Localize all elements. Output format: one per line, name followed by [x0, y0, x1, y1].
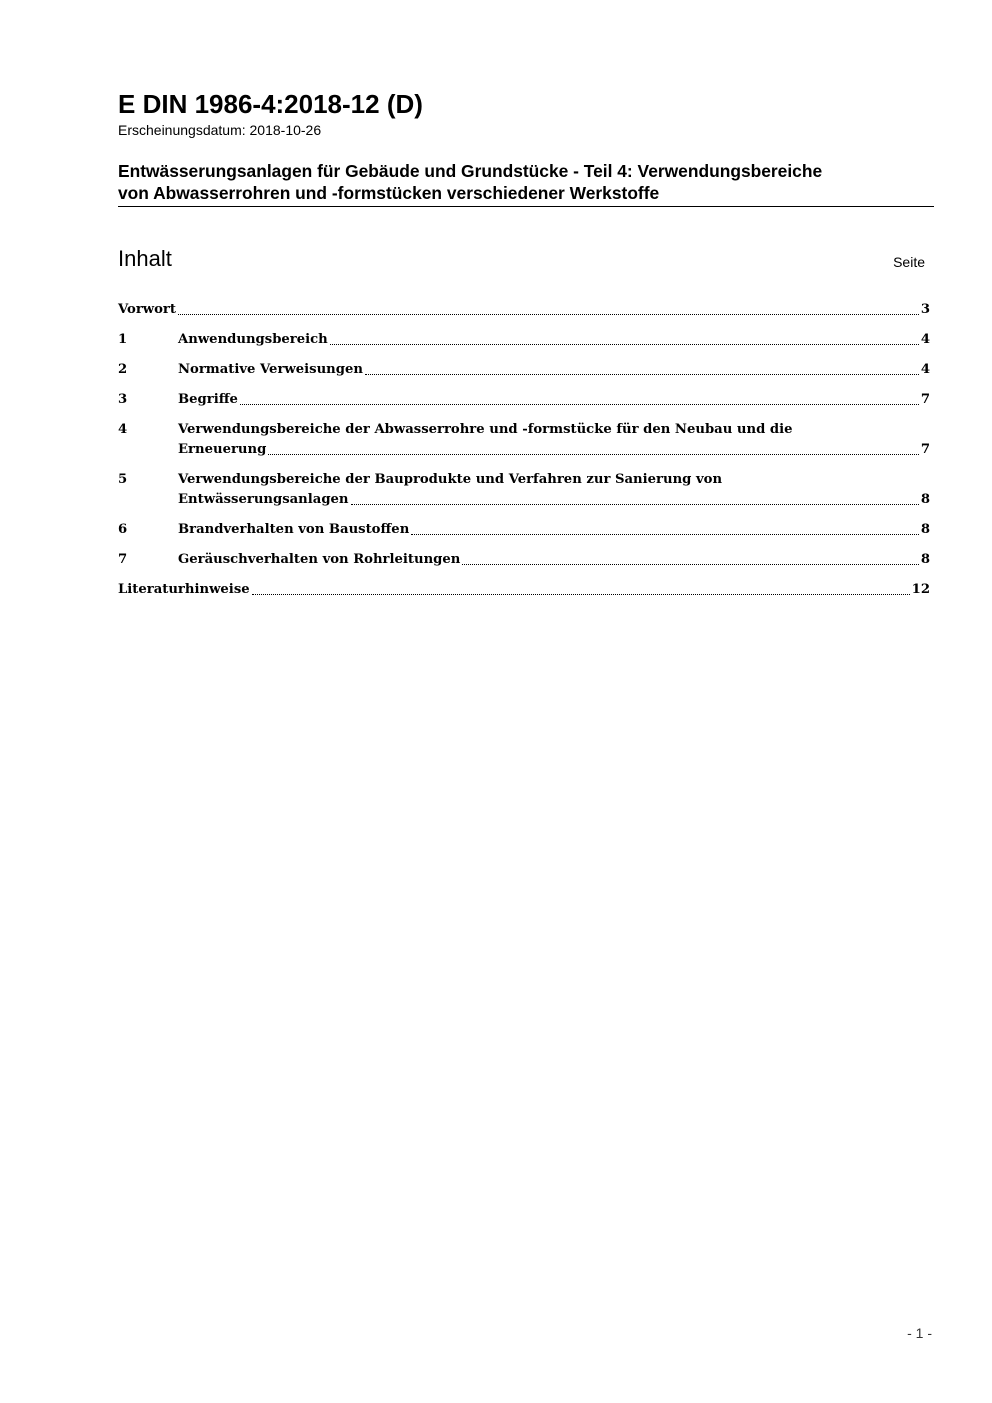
toc-entry-body	[178, 520, 930, 540]
toc-entry-text-line-2: Entwässerungsanlagen	[178, 492, 349, 507]
page-number: - 1 -	[907, 1325, 932, 1341]
toc-entry-literaturhinweise[interactable]	[118, 580, 930, 600]
toc-entry-page: 8	[920, 552, 930, 567]
toc-entry-number: 6	[118, 522, 128, 537]
toc-entry-5[interactable]	[118, 470, 930, 510]
publication-date: Erscheinungsdatum: 2018-10-26	[118, 122, 322, 138]
toc-dot-leader	[330, 344, 919, 345]
toc-entry-number: 2	[118, 362, 128, 377]
toc-dot-leader	[240, 404, 919, 405]
toc-dot-leader	[462, 564, 918, 565]
toc-dot-leader	[351, 504, 919, 505]
toc-dot-leader	[178, 314, 919, 315]
toc-entry-body	[178, 360, 930, 380]
toc-entry-line-2	[178, 440, 930, 460]
toc-entry-number: 3	[118, 392, 128, 407]
toc-heading: Inhalt	[118, 246, 172, 271]
toc-entry-page: 7	[920, 442, 930, 457]
toc-entry-text: Literaturhinweise	[118, 582, 250, 597]
toc-entry-page: 4	[920, 362, 930, 377]
toc-entry-text: Normative Verweisungen	[178, 362, 363, 377]
toc-entry-body	[178, 470, 930, 510]
toc-entry-text: Geräuschverhalten von Rohrleitungen	[178, 552, 461, 567]
document-title-line-2: von Abwasserrohren und -formstücken verschiedener Werkstoffe	[118, 183, 660, 203]
table-of-contents	[118, 300, 930, 610]
toc-dot-leader	[268, 454, 919, 455]
toc-entry-text-line-2: Erneuerung	[178, 442, 267, 457]
toc-entry-page: 7	[920, 392, 930, 407]
toc-entry-number: 1	[118, 332, 128, 347]
toc-entry-page: 8	[920, 492, 930, 507]
toc-entry-number: 4	[118, 422, 128, 437]
toc-dot-leader	[411, 534, 919, 535]
document-title	[118, 160, 938, 204]
toc-dot-leader	[252, 594, 910, 595]
toc-entry-6[interactable]	[118, 520, 930, 540]
toc-entry-page: 8	[920, 522, 930, 537]
toc-entry-body	[118, 580, 930, 600]
toc-entry-page: 4	[920, 332, 930, 347]
toc-entry-text-line-1: Verwendungsbereiche der Bauprodukte und Verfahren zur Sanierung von	[178, 472, 723, 487]
toc-entry-text: Brandverhalten von Baustoffen	[178, 522, 410, 537]
toc-entry-7[interactable]	[118, 550, 930, 570]
toc-page-column-label: Seite	[893, 254, 925, 270]
toc-entry-2[interactable]	[118, 360, 930, 380]
toc-entry-body	[118, 300, 930, 320]
toc-entry-3[interactable]	[118, 390, 930, 410]
toc-entry-text: Vorwort	[118, 302, 176, 317]
toc-entry-4[interactable]	[118, 420, 930, 460]
toc-entry-text-line-1: Verwendungsbereiche der Abwasserrohre und -formstücke für den Neubau und die	[178, 422, 793, 437]
toc-entry-number: 7	[118, 552, 128, 567]
toc-entry-line-2	[178, 490, 930, 510]
toc-entry-page: 12	[911, 582, 930, 597]
toc-entry-1[interactable]	[118, 330, 930, 350]
toc-dot-leader	[365, 374, 919, 375]
toc-entry-body	[178, 420, 930, 460]
toc-entry-number: 5	[118, 472, 128, 487]
toc-entry-text: Anwendungsbereich	[178, 332, 328, 347]
toc-entry-body	[178, 550, 930, 570]
toc-entry-body	[178, 390, 930, 410]
document-id: E DIN 1986-4:2018-12 (D)	[118, 89, 423, 119]
document-title-line-1: Entwässerungsanlagen für Gebäude und Grundstücke - Teil 4: Verwendungsbereiche	[118, 161, 823, 181]
toc-entry-page: 3	[920, 302, 930, 317]
toc-entry-body	[178, 330, 930, 350]
toc-entry-text: Begriffe	[178, 392, 238, 407]
title-divider	[118, 206, 934, 207]
toc-entry-vorwort[interactable]	[118, 300, 930, 320]
